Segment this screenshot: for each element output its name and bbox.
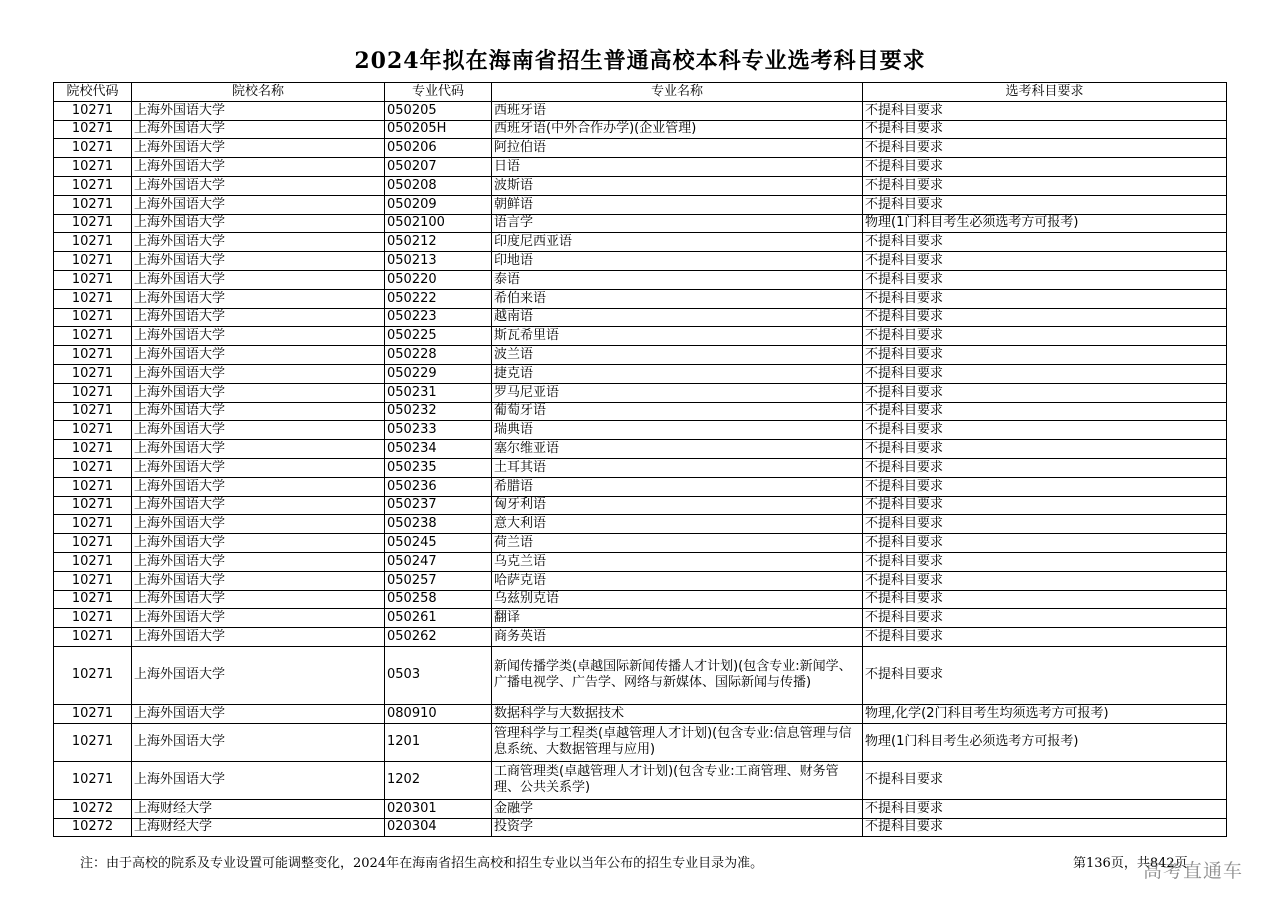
cell-school-code: 10271 [54,609,132,628]
table-row [54,195,1227,214]
cell-school-code: 10271 [54,364,132,383]
cell-major-code: 050228 [385,346,492,365]
cell-school-code: 10271 [54,139,132,158]
cell-subject-requirement: 不提科目要求 [863,195,1227,214]
cell-subject-requirement: 不提科目要求 [863,270,1227,289]
cell-school-name: 上海外国语大学 [132,308,385,327]
table-row [54,440,1227,459]
cell-major-name: 意大利语 [492,515,863,534]
cell-major-name: 越南语 [492,308,863,327]
cell-school-code: 10271 [54,477,132,496]
cell-school-code: 10271 [54,252,132,271]
cell-school-code: 10271 [54,761,132,799]
header-school-name: 院校名称 [132,83,385,102]
table-row [54,402,1227,421]
cell-school-name: 上海外国语大学 [132,440,385,459]
cell-school-name: 上海外国语大学 [132,477,385,496]
cell-major-name: 乌兹别克语 [492,590,863,609]
cell-school-code: 10271 [54,327,132,346]
cell-subject-requirement: 不提科目要求 [863,646,1227,704]
cell-major-name: 投资学 [492,818,863,837]
cell-subject-requirement: 不提科目要求 [863,818,1227,837]
cell-subject-requirement: 不提科目要求 [863,477,1227,496]
cell-major-name: 新闻传播学类(卓越国际新闻传播人才计划)(包含专业:新闻学、广播电视学、广告学、网络与新媒体、国际新闻与传播) [492,646,863,704]
cell-major-name: 翻译 [492,609,863,628]
cell-major-code: 050247 [385,552,492,571]
cell-major-code: 050212 [385,233,492,252]
cell-school-code: 10272 [54,799,132,818]
cell-major-name: 土耳其语 [492,458,863,477]
cell-major-code: 050222 [385,289,492,308]
cell-major-name: 泰语 [492,270,863,289]
table-row [54,477,1227,496]
cell-major-name: 工商管理类(卓越管理人才计划)(包含专业:工商管理、财务管理、公共关系学) [492,761,863,799]
cell-major-name: 朝鲜语 [492,195,863,214]
cell-school-name: 上海外国语大学 [132,496,385,515]
page-title: 2024年拟在海南省招生普通高校本科专业选考科目要求 [354,48,926,74]
cell-subject-requirement: 不提科目要求 [863,761,1227,799]
table-row [54,289,1227,308]
table-row [54,214,1227,233]
table-row [54,327,1227,346]
cell-major-code: 050238 [385,515,492,534]
cell-subject-requirement: 物理,化学(2门科目考生均须选考方可报考) [863,704,1227,723]
table-row [54,515,1227,534]
table-row [54,176,1227,195]
cell-major-name: 希伯来语 [492,289,863,308]
table-row [54,552,1227,571]
cell-major-code: 050209 [385,195,492,214]
header-subject-requirement: 选考科目要求 [863,83,1227,102]
table-row [54,233,1227,252]
cell-major-code: 050206 [385,139,492,158]
table-row [54,252,1227,271]
cell-major-code: 050205 [385,101,492,120]
table-header-row [54,83,1227,102]
cell-subject-requirement: 物理(1门科目考生必须选考方可报考) [863,214,1227,233]
table-row [54,458,1227,477]
table-row [54,346,1227,365]
requirements-table [53,82,1227,837]
cell-major-name: 罗马尼亚语 [492,383,863,402]
page-number: 第136页，共842页 [1073,856,1188,871]
cell-subject-requirement: 不提科目要求 [863,289,1227,308]
cell-major-code: 050223 [385,308,492,327]
cell-major-name: 瑞典语 [492,421,863,440]
cell-subject-requirement: 物理(1门科目考生必须选考方可报考) [863,723,1227,761]
cell-school-name: 上海外国语大学 [132,270,385,289]
header-school-code: 院校代码 [54,83,132,102]
cell-school-name: 上海外国语大学 [132,646,385,704]
cell-major-name: 阿拉伯语 [492,139,863,158]
table-row [54,571,1227,590]
cell-major-code: 1202 [385,761,492,799]
cell-subject-requirement: 不提科目要求 [863,402,1227,421]
table-row [54,270,1227,289]
cell-school-code: 10271 [54,120,132,139]
cell-major-code: 050231 [385,383,492,402]
cell-school-name: 上海外国语大学 [132,252,385,271]
cell-major-name: 乌克兰语 [492,552,863,571]
cell-major-code: 1201 [385,723,492,761]
cell-major-name: 印地语 [492,252,863,271]
cell-school-code: 10271 [54,421,132,440]
table-row [54,818,1227,837]
table-row [54,609,1227,628]
cell-major-name: 葡萄牙语 [492,402,863,421]
cell-school-code: 10271 [54,214,132,233]
cell-major-code: 050237 [385,496,492,515]
cell-subject-requirement: 不提科目要求 [863,139,1227,158]
cell-major-name: 波兰语 [492,346,863,365]
cell-major-name: 西班牙语(中外合作办学)(企业管理) [492,120,863,139]
cell-major-code: 020304 [385,818,492,837]
cell-school-code: 10271 [54,458,132,477]
cell-school-code: 10271 [54,195,132,214]
table-row [54,308,1227,327]
cell-major-code: 050213 [385,252,492,271]
cell-major-code: 050208 [385,176,492,195]
cell-major-code: 050220 [385,270,492,289]
cell-major-name: 管理科学与工程类(卓越管理人才计划)(包含专业:信息管理与信息系统、大数据管理与应用) [492,723,863,761]
cell-subject-requirement: 不提科目要求 [863,799,1227,818]
cell-school-name: 上海外国语大学 [132,723,385,761]
cell-subject-requirement: 不提科目要求 [863,176,1227,195]
cell-subject-requirement: 不提科目要求 [863,252,1227,271]
cell-school-name: 上海外国语大学 [132,383,385,402]
cell-subject-requirement: 不提科目要求 [863,308,1227,327]
cell-school-code: 10271 [54,552,132,571]
cell-major-code: 050205H [385,120,492,139]
cell-school-name: 上海外国语大学 [132,176,385,195]
table-row [54,646,1227,704]
cell-subject-requirement: 不提科目要求 [863,458,1227,477]
cell-school-name: 上海外国语大学 [132,158,385,177]
cell-school-name: 上海外国语大学 [132,704,385,723]
cell-major-code: 050207 [385,158,492,177]
cell-school-name: 上海外国语大学 [132,289,385,308]
cell-major-code: 050233 [385,421,492,440]
cell-school-code: 10271 [54,534,132,553]
cell-major-name: 数据科学与大数据技术 [492,704,863,723]
cell-school-code: 10272 [54,818,132,837]
table-row [54,101,1227,120]
cell-school-code: 10271 [54,233,132,252]
watermark: 高考直通车 [1143,860,1244,882]
cell-school-name: 上海外国语大学 [132,120,385,139]
cell-major-name: 语言学 [492,214,863,233]
cell-major-name: 荷兰语 [492,534,863,553]
cell-subject-requirement: 不提科目要求 [863,383,1227,402]
cell-major-name: 捷克语 [492,364,863,383]
cell-major-code: 050258 [385,590,492,609]
cell-major-code: 050257 [385,571,492,590]
cell-major-code: 050234 [385,440,492,459]
cell-school-code: 10271 [54,590,132,609]
cell-school-code: 10271 [54,704,132,723]
table-row [54,704,1227,723]
cell-school-name: 上海外国语大学 [132,195,385,214]
table-row [54,139,1227,158]
cell-major-code: 050261 [385,609,492,628]
cell-major-name: 哈萨克语 [492,571,863,590]
cell-subject-requirement: 不提科目要求 [863,515,1227,534]
cell-subject-requirement: 不提科目要求 [863,534,1227,553]
table-row [54,383,1227,402]
cell-school-name: 上海外国语大学 [132,214,385,233]
cell-school-code: 10271 [54,346,132,365]
cell-school-code: 10271 [54,289,132,308]
cell-major-name: 希腊语 [492,477,863,496]
cell-school-name: 上海外国语大学 [132,139,385,158]
cell-school-code: 10271 [54,440,132,459]
cell-subject-requirement: 不提科目要求 [863,101,1227,120]
table-row [54,590,1227,609]
cell-subject-requirement: 不提科目要求 [863,571,1227,590]
cell-school-code: 10271 [54,628,132,647]
table-row [54,534,1227,553]
cell-school-code: 10271 [54,496,132,515]
cell-school-code: 10271 [54,158,132,177]
cell-school-name: 上海外国语大学 [132,609,385,628]
table-row [54,120,1227,139]
cell-subject-requirement: 不提科目要求 [863,552,1227,571]
cell-major-name: 印度尼西亚语 [492,233,863,252]
header-major-name: 专业名称 [492,83,863,102]
cell-school-code: 10271 [54,270,132,289]
table-row [54,364,1227,383]
table-row [54,158,1227,177]
cell-subject-requirement: 不提科目要求 [863,364,1227,383]
cell-school-name: 上海外国语大学 [132,421,385,440]
cell-subject-requirement: 不提科目要求 [863,421,1227,440]
cell-major-code: 050229 [385,364,492,383]
cell-school-name: 上海外国语大学 [132,346,385,365]
cell-school-name: 上海外国语大学 [132,761,385,799]
cell-subject-requirement: 不提科目要求 [863,327,1227,346]
cell-major-name: 商务英语 [492,628,863,647]
cell-school-name: 上海外国语大学 [132,364,385,383]
cell-school-code: 10271 [54,101,132,120]
cell-school-code: 10271 [54,308,132,327]
cell-school-name: 上海外国语大学 [132,233,385,252]
table-row [54,421,1227,440]
cell-school-code: 10271 [54,571,132,590]
cell-major-code: 050262 [385,628,492,647]
cell-major-code: 080910 [385,704,492,723]
cell-major-code: 0503 [385,646,492,704]
cell-major-name: 西班牙语 [492,101,863,120]
cell-subject-requirement: 不提科目要求 [863,233,1227,252]
cell-subject-requirement: 不提科目要求 [863,609,1227,628]
table-row [54,496,1227,515]
cell-major-name: 塞尔维亚语 [492,440,863,459]
cell-school-name: 上海财经大学 [132,799,385,818]
table-row [54,723,1227,761]
cell-school-code: 10271 [54,515,132,534]
cell-school-code: 10271 [54,723,132,761]
cell-major-code: 050245 [385,534,492,553]
cell-school-name: 上海外国语大学 [132,552,385,571]
footnote: 注：由于高校的院系及专业设置可能调整变化，2024年在海南省招生高校和招生专业以当年公布的招生专业目录为准。 [80,856,764,871]
header-major-code: 专业代码 [385,83,492,102]
cell-school-code: 10271 [54,176,132,195]
cell-school-name: 上海外国语大学 [132,458,385,477]
table-row [54,628,1227,647]
cell-major-code: 020301 [385,799,492,818]
cell-subject-requirement: 不提科目要求 [863,346,1227,365]
cell-subject-requirement: 不提科目要求 [863,590,1227,609]
table-row [54,761,1227,799]
cell-subject-requirement: 不提科目要求 [863,158,1227,177]
cell-major-name: 金融学 [492,799,863,818]
cell-school-name: 上海外国语大学 [132,590,385,609]
cell-major-code: 050235 [385,458,492,477]
cell-subject-requirement: 不提科目要求 [863,440,1227,459]
table-body [54,101,1227,837]
cell-school-name: 上海外国语大学 [132,571,385,590]
cell-major-name: 匈牙利语 [492,496,863,515]
cell-major-name: 日语 [492,158,863,177]
cell-subject-requirement: 不提科目要求 [863,120,1227,139]
cell-school-name: 上海外国语大学 [132,402,385,421]
cell-school-name: 上海外国语大学 [132,534,385,553]
cell-school-name: 上海财经大学 [132,818,385,837]
cell-subject-requirement: 不提科目要求 [863,496,1227,515]
cell-major-code: 050236 [385,477,492,496]
cell-school-name: 上海外国语大学 [132,327,385,346]
cell-school-name: 上海外国语大学 [132,515,385,534]
cell-major-code: 050225 [385,327,492,346]
cell-school-code: 10271 [54,646,132,704]
cell-school-code: 10271 [54,383,132,402]
cell-major-name: 斯瓦希里语 [492,327,863,346]
table-row [54,799,1227,818]
cell-major-code: 0502100 [385,214,492,233]
cell-major-name: 波斯语 [492,176,863,195]
cell-school-name: 上海外国语大学 [132,101,385,120]
cell-major-code: 050232 [385,402,492,421]
cell-school-name: 上海外国语大学 [132,628,385,647]
cell-subject-requirement: 不提科目要求 [863,628,1227,647]
cell-school-code: 10271 [54,402,132,421]
